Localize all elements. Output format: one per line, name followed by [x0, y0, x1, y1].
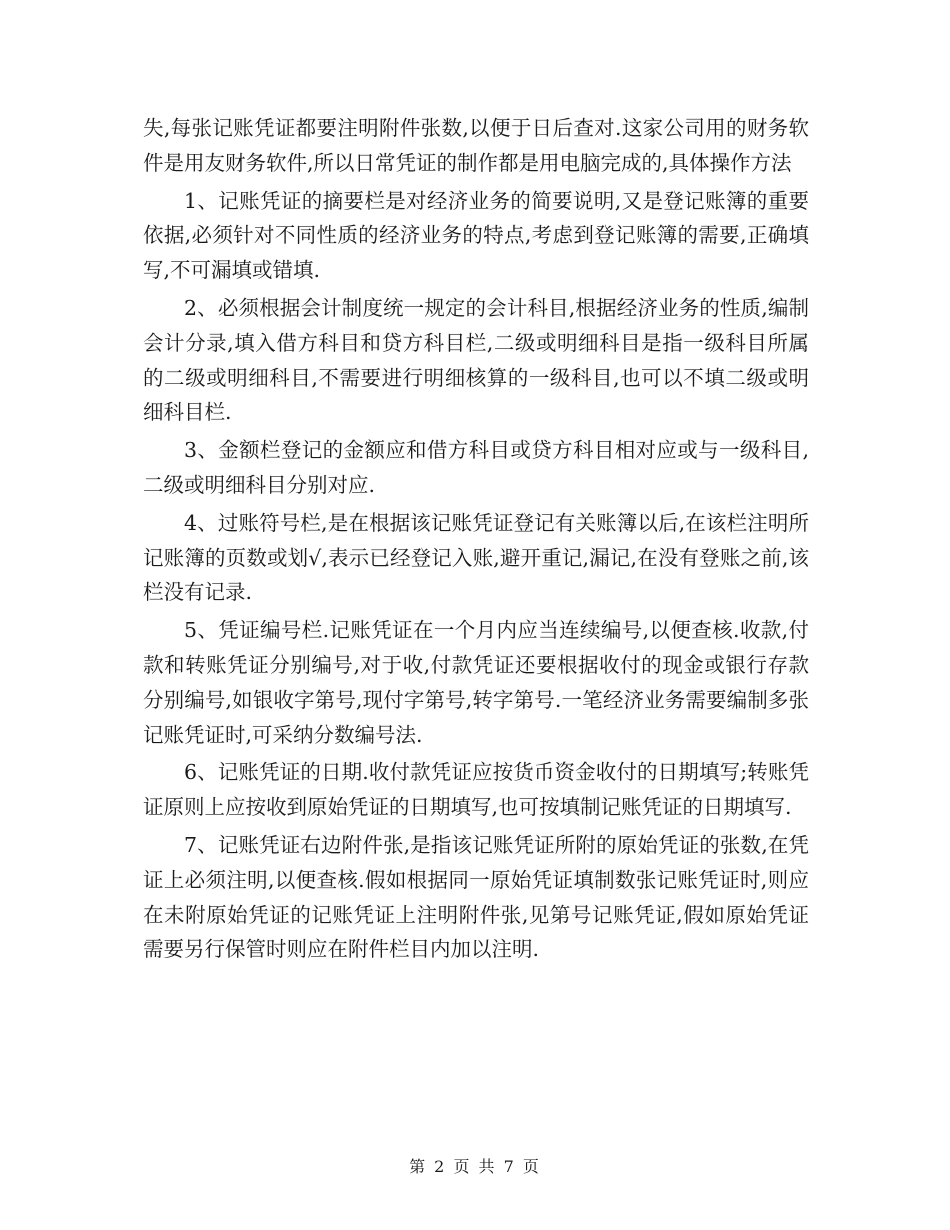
paragraph-item-5: 5、凭证编号栏.记账凭证在一个月内应当连续编号,以便查核.收款,付款和转账凭证分别编号,对于收,付款凭证还要根据收付的现金或银行存款分别编号,如银收字第号,现付字第号,转字第号.一笔经济业务需要编制多张记账凭证时,可采纳分数编号法.	[143, 618, 809, 747]
paragraph-item-6: 6、记账凭证的日期.收付款凭证应按货币资金收付的日期填写;转账凭证原则上应按收到原始凭证的日期填写,也可按填制记账凭证的日期填写.	[143, 760, 809, 820]
paragraph-item-3: 3、金额栏登记的金额应和借方科目或贷方科目相对应或与一级科目,二级或明细科目分别对应.	[143, 438, 809, 497]
paragraph-item-2: 2、必须根据会计制度统一规定的会计科目,根据经济业务的性质,编制会计分录,填入借方科目和贷方科目栏,二级或明细科目是指一级科目所属的二级或明细科目,不需要进行明细核算的一级科目,也可以不填二级或明细科目栏.	[143, 295, 809, 425]
paragraph-item-7: 7、记账凭证右边附件张,是指该记账凭证所附的原始凭证的张数,在凭证上必须注明,以便查核.假如根据同一原始凭证填制数张记账凭证时,则应在未附原始凭证的记账凭证上注明附件张,见第号记账凭证,假如原始凭证需要另行保管时则应在附件栏目内加以注明.	[143, 832, 809, 962]
document-body	[143, 111, 809, 970]
paragraph-item-4: 4、过账符号栏,是在根据该记账凭证登记有关账簿以后,在该栏注明所记账簿的页数或划√,表示已经登记入账,避开重记,漏记,在没有登账之前,该栏没有记录.	[143, 510, 809, 605]
paragraph-continuation: 失,每张记账凭证都要注明附件张数,以便于日后查对.这家公司用的财务软件是用友财务软件,所以日常凭证的制作都是用电脑完成的,具体操作方法	[143, 116, 809, 175]
page-number-footer: 第 2 页 共 7 页	[409, 1157, 541, 1176]
paragraph-item-1: 1、记账凭证的摘要栏是对经济业务的简要说明,又是登记账簿的重要依据,必须针对不同性质的经济业务的特点,考虑到登记账簿的需要,正确填写,不可漏填或错填.	[143, 188, 809, 283]
